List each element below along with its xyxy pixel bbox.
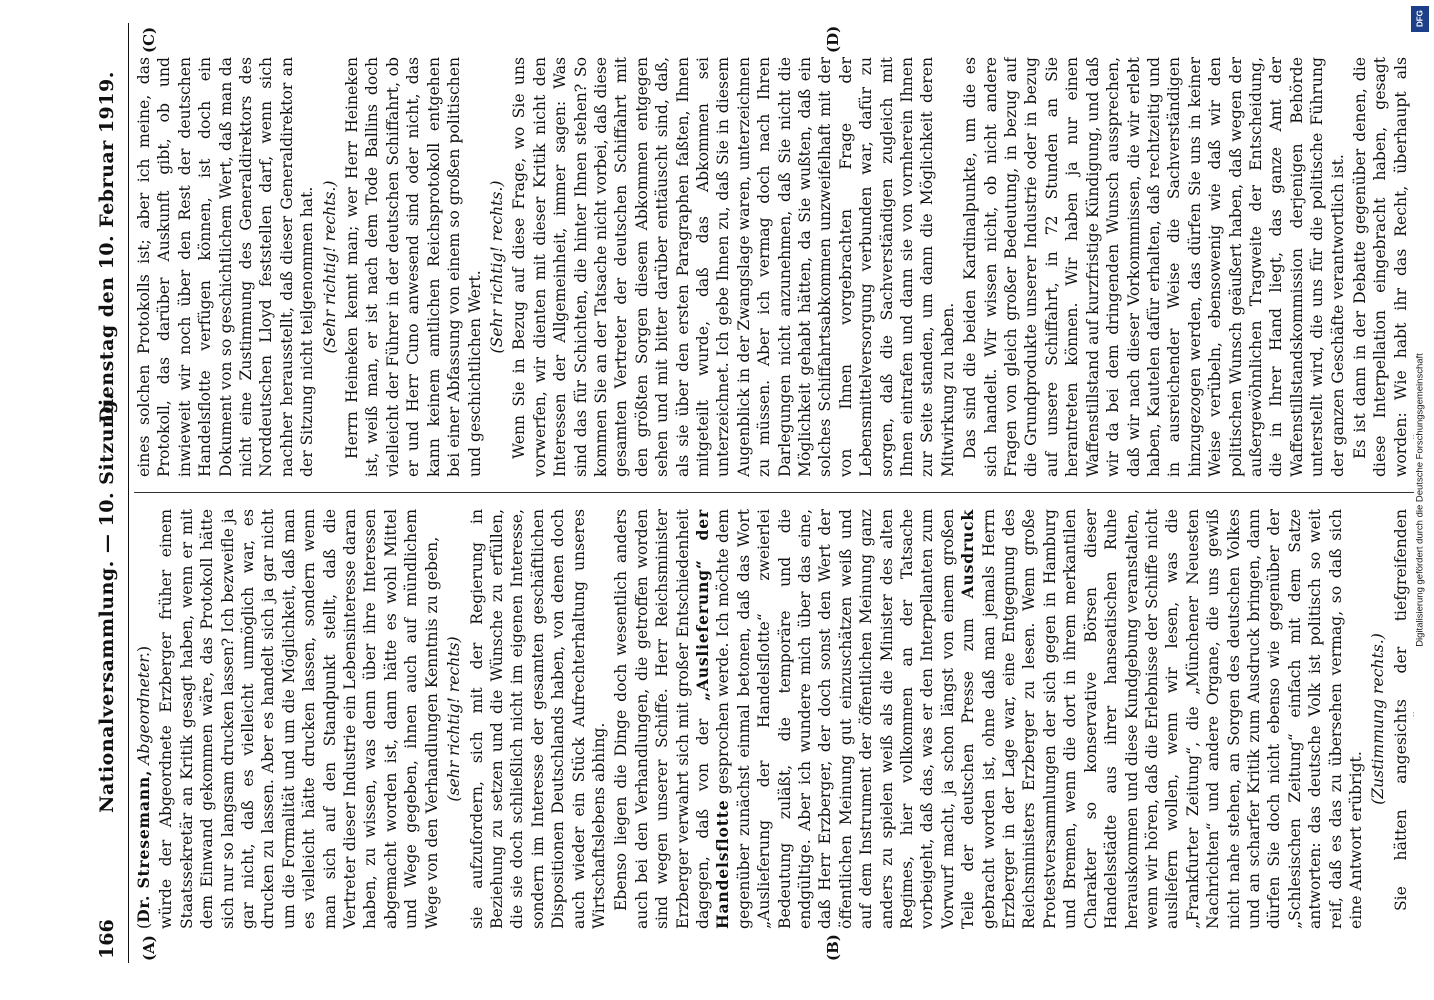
margin-mark-d: (D) [824,25,842,53]
paragraph: Wenn Sie in Bezug auf diese Frage, wo Sie uns vorwerfen, wir dienten mit dieser Kritik nicht den Interessen der Allgemeinheit, immer sagen: Was sind das für Schichten, die hinter Ihnen stehen? So kommen Sie an der Tatsache nicht vorbei, daß diese gesamten Vertreter der deutschen Schiffahrt mit den größten Sorgen diesem Abkommen entgegen sehen und mit bitter darüber enttäuscht sind, daß, als sie über den ersten Paragraphen faßten, Ihnen mitgeteilt wurde, daß das Abkommen sei unterzeichnet. Ich gebe Ihnen zu, daß Sie in diesem Augenblick in der Zwangslage waren, unterzeichnen zu müssen. Aber ich vermag doch nach Ihren Darlegungen nicht anzunehmen, daß Sie nicht die Möglichkeit gehabt hätten, da Sie wußten, daß ein solches Schiffahrtsabkommen unzweifelhaft mit der von Ihnen vorgebrachten Frage der Lebensmittelversorgung verbunden war, dafür zu sorgen, daß die Sachverständigen zugleich mit Ihnen eintrafen und dann sie von vornherein Ihnen zur Seite standen, um dann die Möglichkeit deren Mitwirkung zu haben. [510,57,957,477]
assembly-title: Nationalversammlung. — 10. Sitzung. [96,392,118,813]
interjection: (Sehr richtig! rechts.) [487,180,506,354]
session-date: Dienstag den 10. Februar 1919. [96,71,118,423]
interjection: (Zustimmung rechts.) [1369,633,1388,805]
column-left [134,509,1414,929]
paragraph: Ebenso liegen die Dinge doch wesentlich anders auch bei den Verhandlungen, die getroffen worden sind wegen unserer Schiffe. Herr Reichsminister Erzberger verwahrt sich mit großer Entschiedenheit dagegen, daß von der „Auslieferung“ der Handelsflotte gesprochen werde. Ich möchte dem gegenüber zunächst einmal betonen, daß das Wort „Auslieferung der Handelsflotte“ zweierlei Bedeutung zuläßt, die temporäre und die endgültige. Aber ich wundere mich über das eine, daß Herr Erzberger, der doch sonst den Wert der öffentlichen Meinung gut einzuschätzen weiß und auf dem Instrument der öffentlichen Meinung ganz anders zu spielen weiß als die Minister des alten Regimes, hier vollkommen an der Tatsache vorbeigeht, daß das, was er den Interpellanten zum Vorwurf macht, ja schon längst von einem großen Teile der deutschen Presse zum Ausdruck gebracht worden ist, ohne daß man jemals Herrn Erzberger in der Lage war, eine Entgegnung des Reichsministers Erzberger zu lesen. Wenn große Protestversammlungen der sich gegen in Hamburg und Bremen, wenn die dort in ihrem merkantilen Charakter so konservative Börsen dieser Handelsstädte aus ihrer hanseatischen Ruhe herauskommen und diese Kundgebung veranstalten, wenn wir hören, daß die Erlebnisse der Schiffe nicht ausliefern wollen, wenn wir lesen, was die „Frankfurter Zeitung“, die „Münchener Neuesten Nachrichten“ und andere Organe, die uns gewiß nicht nahe stehen, an Sorgen des deutschen Volkes und an scharfer Kritik zum Ausdruck bringen, dann dürfen Sie doch nicht ebenso wie gegenüber der „Schlesischen Zeitung“ einfach mit dem Satze antworten: das deutsche Volk ist politisch so weit reif, daß es das zu übersehen vermag, so daß sich eine Antwort erübrigt. [612,509,1365,929]
interjection: (Sehr richtig! rechts.) [320,180,339,354]
column-divider [134,492,1414,493]
paragraph: würde der Abgeordnete Erzberger früher einem Staatssekretär an Kritik gesagt haben, wenn er mit dem Einwand gekommen wäre, das Protokoll hätte sich nur so langsam drucken lassen? Ich bezweifle ja gar nicht, daß es vielleicht unmöglich war, es drucken zu lassen. Aber es handelt sich ja gar nicht um die Formalität und um die Möglichkeit, daß man es vielleicht hätte drucken lassen, sondern wenn man sich auf den Standpunkt stellt, daß die Vertreter dieser Industrie ein Lebensinteresse daran haben, zu wissen, was denn über ihre Interessen abgemacht worden ist, dann hätte es wohl Mittel und Wege gegeben, ihnen auch auf mündlichem Wege von den Verhandlungen Kenntnis zu geben, [157,509,441,929]
paragraph: eines solchen Protokolls ist; aber ich meine, das Protokoll, das darüber Auskunft gibt, ob und inwieweit wir noch über den Rest der deutschen Handelsflotte verfügen können, ist doch ein Dokument von so geschichtlichem Wert, daß man da nicht eine Zustimmung des Generaldirektors des Norddeutschen Lloyd feststellen darf, wenn sich nachher herausstellt, daß dieser Generaldirektor an der Sitzung nicht teilgenommen hat. [135,57,317,477]
digitization-credit: Digitalisierung gefördert durch die Deutsche Forschungsgemeinschaft [1414,353,1426,647]
speaker-name: Dr. Stresemann, [134,769,153,923]
margin-mark-c: (C) [140,26,158,53]
speaker-line: (Dr. Stresemann, Abgeordneter.) [134,645,153,929]
bold-phrase: „Auslieferung“ der Handelsflotte [692,509,733,929]
paragraph: Sie hätten angesichts der tiefgreifenden [1391,509,1410,911]
margin-mark-a: (A) [140,935,158,961]
speaker-role: Abgeordneter. [135,652,153,765]
paragraph: Es ist dann in der Debatte gegenüber denen, die diese Interpellation eingebracht haben, gesagt worden: Wie habt ihr das Recht, überhaupt als [1350,57,1410,477]
dfg-logo: DFG [1411,6,1429,32]
paragraph: sie aufzufordern, sich mit der Regierung in Beziehung zu setzen und die Wünsche zu erfüllen, die sie doch schließlich nicht im eigenen Interesse, sondern im Interesse der gesamten geschäftlichen Dispositionen Deutschlands haben, von denen doch auch wieder ein Stück Aufrechterhaltung unseres Wirtschaftslebens abhing. [467,509,608,929]
interjection: (sehr richtig! rechts) [445,636,464,802]
rotated-page-content [90,23,1420,963]
column-right [134,57,1414,477]
margin-mark-b: (B) [824,934,842,961]
page-header [90,23,129,963]
bold-phrase: Ausdruck [958,509,978,599]
paragraph: Das sind die beiden Kardinalpunkte, um die es sich handelt. Wir wissen nicht, ob nicht andere Fragen von gleich großer Bedeutung, in bezug auf die Grundprodukte unserer Industrie oder in bezug auf unsere Schiffahrt, in 72 Stunden an Sie herantreten können. Wir haben ja nur einen Waffenstillstand auf kurzfristige Kündigung, und daß wir da bei dem dringenden Wunsch aussprechen, daß wir nach dieser Vorkommnissen, die wir erlebt haben, Kautelen dafür erhalten, daß rechtzeitig und in ausreichender Weise die Sachverständigen hinzugezogen werden, das dürfen Sie uns in keiner Weise verübeln, ebensowenig wie daß wir den politischen Wunsch geäußert haben, daß wegen der außergewöhnlichen Tragweite der Entscheidung, die in Ihrer Hand liegt, das ganze Amt der Waffenstillstandskommission derjenigen Behörde unterstellt wird, die uns für die politische Führung der ganzen Geschäfte verantwortlich ist. [961,57,1347,477]
page-number: 166 [96,919,118,959]
paragraph: Herrn Heineken kennt man; wer Herr Heineken ist, weiß man, er ist nach dem Tode Ballins doch vielleicht der Führer in der deutschen Schiffahrt, ob er und Herr Cuno anwesend sind oder nicht, das kann keinem amtlichen Reichsprotokoll entgehen bei einer Abfassung von einem so großen politischen und geschichtlichen Wert. [343,57,484,477]
text-columns [134,23,1414,963]
